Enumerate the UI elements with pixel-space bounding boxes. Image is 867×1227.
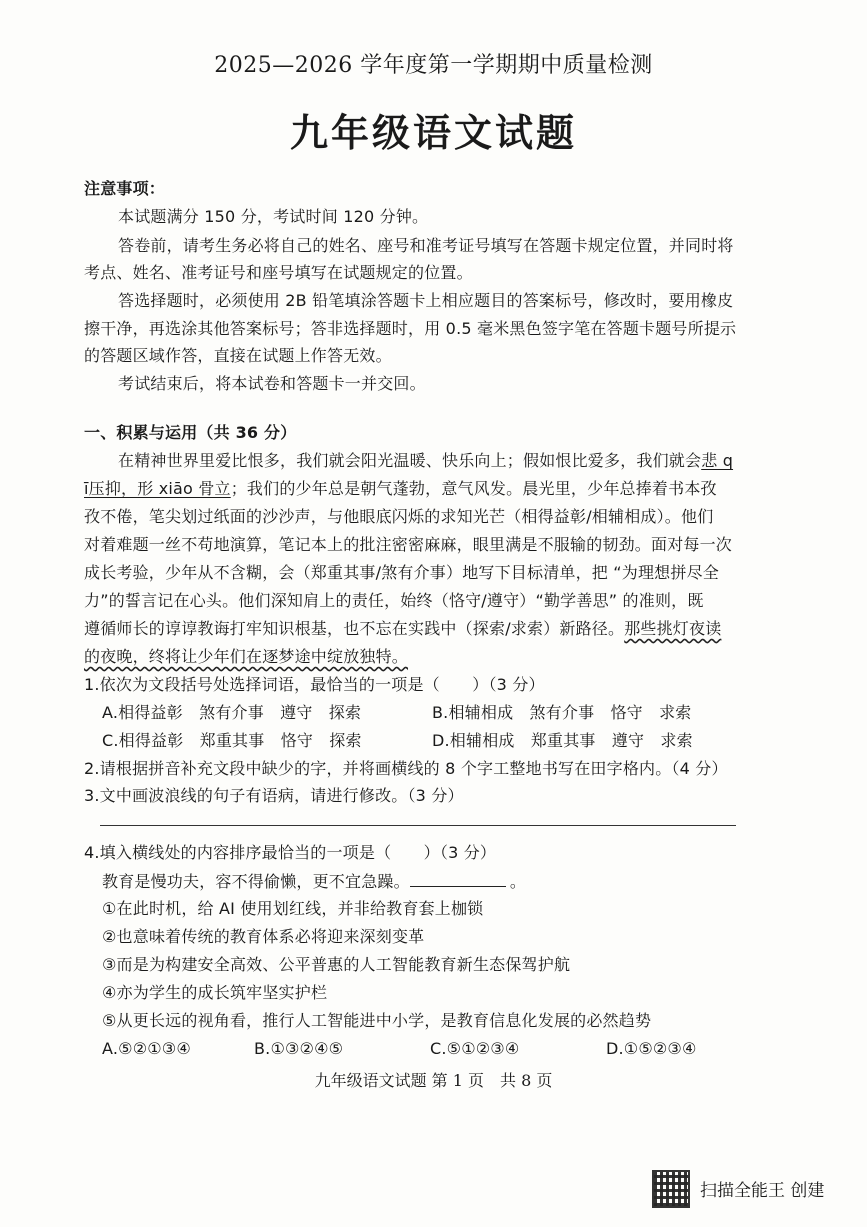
q4-item: ③而是为构建安全高效、公平普惠的人工智能教育新生态保驾护航 — [102, 955, 571, 974]
q4-option-c: C.⑤①②③④ — [430, 1039, 520, 1058]
notes-line: 考试结束后，将本试卷和答题卡一并交回。 — [118, 374, 426, 393]
q4-item: ⑤从更长远的视角看，推行人工智能进中小学，是教育信息化发展的必然趋势 — [102, 1011, 652, 1030]
notes-line: 擦干净，再选涂其他答案标号；答非选择题时，用 0.5 毫米黑色签字笔在答题卡题号所提示 — [84, 319, 737, 338]
wavy-sentence: 那些挑灯夜读 — [624, 619, 722, 638]
q4-item: ①在此时机，给 AI 使用划红线，并非给教育套上枷锁 — [102, 899, 484, 918]
wavy-sentence: 的夜晚，终将让少年们在逐梦途中绽放独特。 — [84, 647, 409, 666]
passage-line: 对着难题一丝不苟地演算，笔记本上的批注密密麻麻，眼里满是不服输的韧劲。面对每一次 — [84, 535, 733, 554]
passage-line: 孜不倦，笔尖划过纸面的沙沙声，与他眼底闪烁的求知光芒（相得益彰/相辅相成）。他们 — [84, 507, 714, 526]
notes-heading: 注意事项： — [84, 179, 166, 198]
fill-blank — [410, 870, 506, 887]
q4-option-b: B.①③②④⑤ — [254, 1039, 344, 1058]
q4-lead-end: 。 — [509, 872, 527, 891]
passage-line — [84, 478, 717, 500]
q2-stem: 2.请根据拼音补充文段中缺少的字，并将画横线的 8 个字工整地书写在田字格内。（4 分） — [84, 759, 728, 778]
page-footer: 九年级语文试题 第 1 页 共 8 页 — [314, 1071, 553, 1090]
passage-line — [84, 618, 721, 640]
q1-stem: 1.依次为文段括号处选择词语，最恰当的一项是（ ）（3 分） — [84, 675, 545, 694]
q4-item: ④亦为学生的成长筑牢坚实护栏 — [102, 983, 328, 1002]
notes-line: 答卷前，请考生务必将自己的姓名、座号和准考证号填写在答题卡规定位置，并同时将 — [118, 236, 734, 255]
pinyin-underlined: ī压抑，形 xiāo 骨立 — [84, 479, 231, 498]
scanner-watermark: 扫描全能王 创建 — [700, 1181, 825, 1201]
passage-text: ；我们的少年总是朝气蓬勃，意气风发。晨光里，少年总捧着书本孜 — [230, 479, 717, 498]
q3-stem: 3.文中画波浪线的句子有语病，请进行修改。（3 分） — [84, 786, 464, 805]
passage-text: 在精神世界里爱比恨多，我们就会阳光温暖、快乐向上；假如恨比爱多，我们就会 — [118, 451, 702, 470]
answer-line — [100, 825, 736, 826]
q4-item: ②也意味着传统的教育体系必将迎来深刻变革 — [102, 927, 425, 946]
q4-option-d: D.①⑤②③④ — [606, 1039, 697, 1058]
notes-line: 答选择题时，必须使用 2B 铅笔填涂答题卡上相应题目的答案标号，修改时，要用橡皮 — [118, 291, 734, 310]
passage-line: 力”的誓言记在心头。他们深知肩上的责任，始终（恪守/遵守）“勤学善思” 的准则，既 — [84, 591, 704, 610]
q1-option-c: C.相得益彰 郑重其事 恪守 探索 — [102, 731, 362, 750]
q4-lead-text: 教育是慢功夫，容不得偷懒，更不宜急躁。 — [102, 872, 410, 891]
pinyin-underlined: 悲 q — [701, 451, 734, 470]
exam-title: 九年级语文试题 — [289, 110, 577, 155]
q4-lead — [102, 870, 526, 893]
exam-header: 2025—2026 学年度第一学期期中质量检测 — [214, 53, 653, 78]
q1-option-a: A.相得益彰 煞有介事 遵守 探索 — [102, 703, 362, 722]
passage-line — [84, 646, 408, 668]
qr-code-icon — [652, 1170, 690, 1208]
passage-text: 遵循师长的谆谆教诲打牢知识根基，也不忘在实践中（探索/求索）新路径。 — [84, 619, 625, 638]
q4-option-a: A.⑤②①③④ — [102, 1039, 191, 1058]
notes-line: 的答题区域作答，直接在试题上作答无效。 — [84, 346, 392, 365]
passage-line — [118, 450, 733, 472]
section-heading: 一、积累与运用（共 36 分） — [84, 423, 297, 442]
q1-option-b: B.相辅相成 煞有介事 恪守 求索 — [432, 703, 692, 722]
passage-line: 成长考验，少年从不含糊，会（郑重其事/煞有介事）地写下目标清单，把 “为理想拼尽全 — [84, 563, 719, 582]
notes-line: 本试题满分 150 分，考试时间 120 分钟。 — [118, 207, 429, 226]
q1-option-d: D.相辅相成 郑重其事 遵守 求索 — [432, 731, 693, 750]
q4-stem: 4.填入横线处的内容排序最恰当的一项是（ ）（3 分） — [84, 843, 497, 862]
notes-line: 考点、姓名、准考证号和座号填写在试题规定的位置。 — [84, 263, 473, 282]
